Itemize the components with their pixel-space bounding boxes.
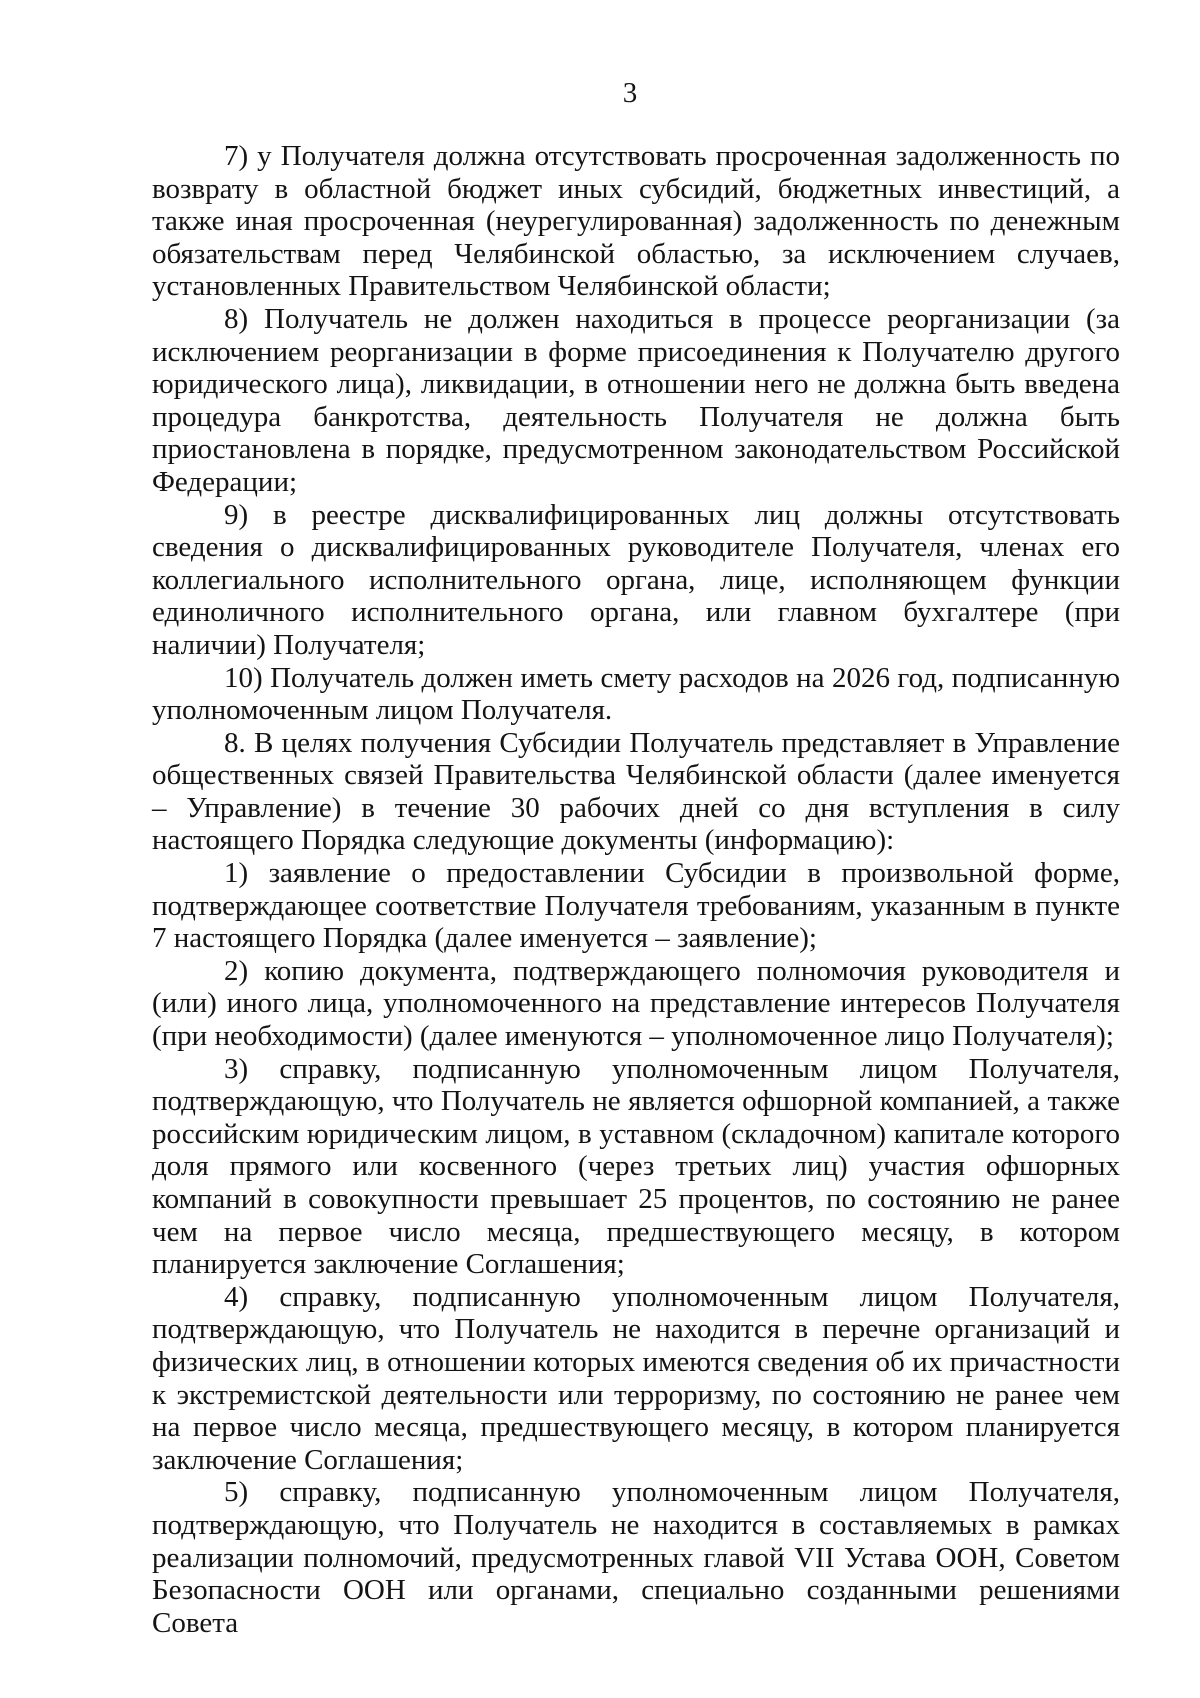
document-body — [152, 140, 1120, 1639]
paragraph-doc-5: 5) справку, подписанную уполномоченным лицом Получателя, подтверждающую, что Получатель не находится в составляемых в рамках реализации полномочий, предусмотренных главой VII Устава ООН, Советом Безопасности ООН или органами, специально созданными решениями Совета — [152, 1476, 1120, 1639]
page-number: 3 — [622, 77, 638, 109]
paragraph-item-8: 8) Получатель не должен находиться в процессе реорганизации (за исключением реорганизации в форме присоединения к Получателю другого юридического лица), ликвидации, в отношении него не должна быть введена процедура банкротства, деятельность Получателя не должна быть приостановлена в порядке, предусмотренном законодательством Российской Федерации; — [152, 302, 1120, 498]
paragraph-doc-1: 1) заявление о предоставлении Субсидии в произвольной форме, подтверждающее соответствие Получателя требованиям, указанным в пункте 7 настоящего Порядка (далее именуется – заявление); — [152, 857, 1120, 955]
paragraph-clause-8: 8. В целях получения Субсидии Получатель представляет в Управление общественных связей Правительства Челябинской области (далее именуется – Управление) в течение 30 рабочих дней со дня вступления в силу настоящего Порядка следующие документы (информацию): — [152, 726, 1120, 857]
paragraph-doc-4: 4) справку, подписанную уполномоченным лицом Получателя, подтверждающую, что Получатель не находится в перечне организаций и физических лиц, в отношении которых имеются сведения об их причастности к экстремистской деятельности или терроризму, по состоянию не ранее чем на первое число месяца, предшествующего месяцу, в котором планируется заключение Соглашения; — [152, 1280, 1120, 1476]
paragraph-doc-3: 3) справку, подписанную уполномоченным лицом Получателя, подтверждающую, что Получатель не является офшорной компанией, а также российским юридическим лицом, в уставном (складочном) капитале которого доля прямого или косвенного (через третьих лиц) участия офшорных компаний в совокупности превышает 25 процентов, по состоянию не ранее чем на первое число месяца, предшествующего месяцу, в котором планируется заключение Соглашения; — [152, 1052, 1120, 1281]
paragraph-item-10: 10) Получатель должен иметь смету расходов на 2026 год, подписанную уполномоченным лицом Получателя. — [152, 661, 1120, 727]
paragraph-doc-2: 2) копию документа, подтверждающего полномочия руководителя и (или) иного лица, уполномоченного на представление интересов Получателя (при необходимости) (далее именуются – уполномоченное лицо Получателя); — [152, 954, 1120, 1053]
paragraph-item-7: 7) у Получателя должна отсутствовать просроченная задолженность по возврату в областной бюджет иных субсидий, бюджетных инвестиций, а также иная просроченная (неурегулированная) задолженность по денежным обязательствам перед Челябинской областью, за исключением случаев, установленных Правительством Челябинской области; — [152, 140, 1120, 303]
paragraph-item-9: 9) в реестре дисквалифицированных лиц должны отсутствовать сведения о дисквалифицированных руководителе Получателя, членах его коллегиального исполнительного органа, лице, исполняющем функции единоличного исполнительного органа, или главном бухгалтере (при наличии) Получателя; — [152, 498, 1120, 661]
